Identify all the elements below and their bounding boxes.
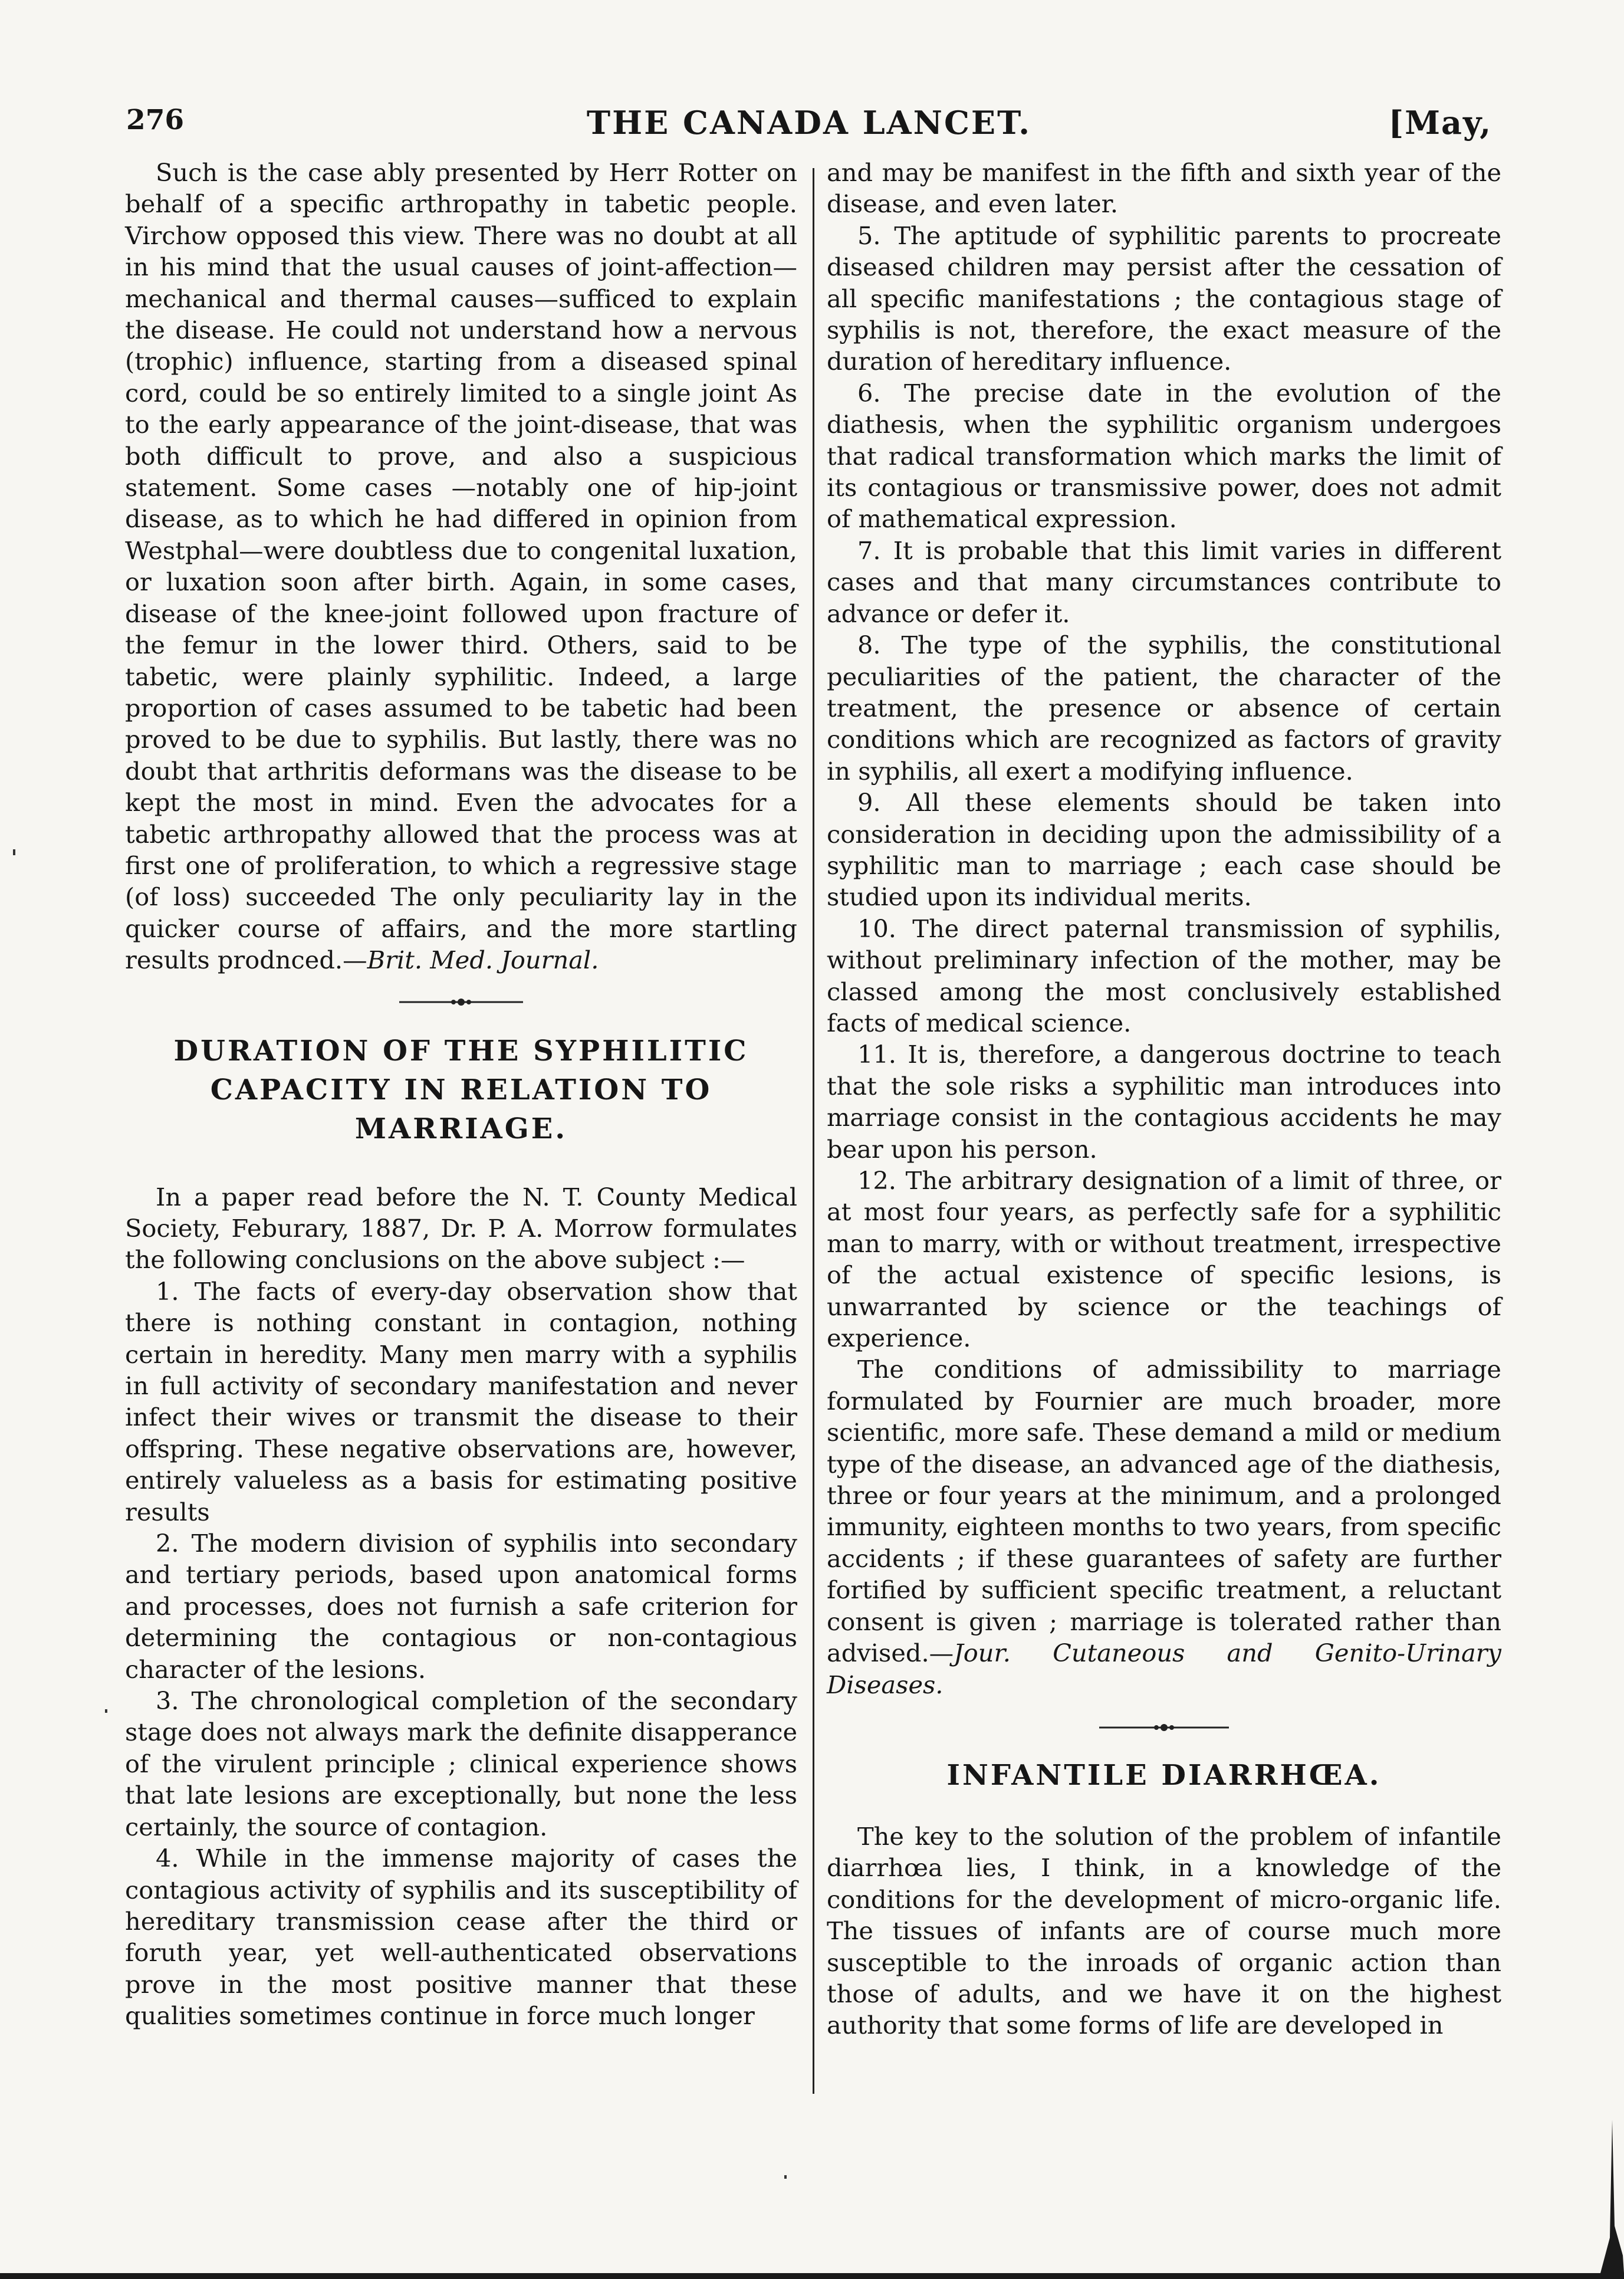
infantile-diarrhoea-paragraph: The key to the solution of the problem of infantile diarrhœa lies, I think, in a knowledge of the conditions for the development of micro-organic life. The tissues of infants are of course much more susceptible to the inroads of organic action than those of adults, and we have it on the highest authority that some forms of life are developed in	[827, 1821, 1501, 2040]
conclusion-7: 7. It is probable that this limit varies in different cases and that many circumstances contribute to advance or defer it.	[827, 536, 1501, 628]
intro-paragraph: In a paper read before the N. T. County Medical Society, Feburary, 1887, Dr. P. A. Morrow formulates the following conclusions on the above subject :—	[125, 1182, 797, 1275]
right-column	[827, 157, 1501, 2041]
running-header	[126, 104, 1492, 157]
left-column	[125, 157, 797, 2032]
conclusion-9: 9. All these elements should be taken into consideration in deciding upon the admissibility of a syphilitic man to marriage ; each case should be studied upon its individual merits.	[827, 788, 1501, 912]
fournier-paragraph-text: The conditions of admissibility to marriage formulated by Fournier are much broader, more scientific, more safe. These demand a mild or medium type of the disease, an advanced age of the diathesis, three or four years at the minimum, and a prolonged immunity, eighteen months to two years, from specific accidents ; if these guarantees of safety are further fortified by sufficient specific treatment, a reluctant consent is given ; marriage is tolerated rather than advised.—	[827, 1355, 1501, 1668]
conclusion-4-continued: and may be manifest in the fifth and sixth year of the disease, and even later.	[827, 158, 1501, 219]
conclusion-12: 12. The arbitrary designation of a limit of three, or at most four years, as perfectly safe for a syphilitic man to marry, with or without treatment, irrespective of the actual existence of specific lesions, is unwarranted by science or the teachings of experience.	[827, 1166, 1501, 1353]
fournier-paragraph	[827, 1354, 1501, 1700]
page-number: 276	[126, 104, 185, 136]
section-ornament	[827, 1723, 1501, 1732]
margin-mark	[105, 1709, 107, 1713]
column-divider	[813, 168, 814, 2094]
conclusion-3: 3. The chronological completion of the secondary stage does not always mark the definite disapperance of the virulent principle ; clinical experience shows that late lesions are exceptionally, but none the less certainly, the source of contagion.	[125, 1686, 797, 1841]
conclusion-6: 6. The precise date in the evolution of the diathesis, when the syphilitic organism undergoes that radical transformation which marks the limit of its contagious or transmissive power, does not admit of mathematical expression.	[827, 378, 1501, 534]
conclusion-10: 10. The direct paternal transmission of syphilis, without preliminary infection of the mother, may be classed among the most conclusively established facts of medical science.	[827, 914, 1501, 1037]
conclusion-5: 5. The aptitude of syphilitic parents to procreate diseased children may persist after the cessation of all specific manifestations ; the contagious stage of syphilis is not, therefore, the exact measure of the duration of hereditary influence.	[827, 221, 1501, 376]
section-ornament	[125, 997, 797, 1007]
conclusion-2: 2. The modern division of syphilis into secondary and tertiary periods, based upon anatomical forms and processes, does not furnish a safe criterion for determining the contagious or non-contagious character of the lesions.	[125, 1529, 797, 1684]
scan-edge-mark	[1589, 2120, 1624, 2273]
conclusion-4: 4. While in the immense majority of cases the contagious activity of syphilis and its susceptibility of hereditary transmission cease after the third or foruth year, yet well-authenticated observations prove in the most positive manner that these qualities sometimes continue in force much longer	[125, 1844, 797, 2031]
article-heading-syphilitic-capacity: DURATION OF THE SYPHILITIC CAPACITY IN RELATION TO MARRIAGE.	[173, 1034, 749, 1145]
scan-edge-shadow	[0, 2273, 1624, 2279]
margin-mark	[13, 849, 15, 855]
journal-title: THE CANADA LANCET.	[586, 104, 1032, 142]
fournier-source: Jour. Cutaneous and Genito-Urinary Diseases.	[827, 1638, 1501, 1699]
conclusion-11: 11. It is, therefore, a dangerous doctrine to teach that the sole risks a syphilitic man introduces into marriage consist in the contagious accidents he may bear upon his person.	[827, 1040, 1501, 1164]
article-heading-infantile-diarrhoea: INFANTILE DIARRHŒA.	[946, 1758, 1382, 1792]
margin-mark	[784, 2175, 787, 2179]
conclusion-8: 8. The type of the syphilis, the constitutional peculiarities of the patient, the character of the treatment, the presence or absence of certain conditions which are recognized as factors of gravity in syphilis, all exert a modifying influence.	[827, 630, 1501, 786]
rotter-paragraph	[125, 157, 797, 976]
issue-month: [May,	[1388, 104, 1492, 142]
rotter-paragraph-text: Such is the case ably presented by Herr Rotter on behalf of a specific arthropathy in tabetic people. Virchow opposed this view. There was no doubt at all in his mind that the usual causes of joint-affection—mechanical and thermal causes—sufficed to explain the disease. He could not understand how a nervous (trophic) influence, starting from a diseased spinal cord, could be so entirely limited to a single joint As to the early appearance of the joint-disease, that was both difficult to prove, and also a suspicious statement. Some cases —notably one of hip-joint disease, as to which he had differed in opinion from Westphal—were doubtless due to congenital luxation, or luxation soon after birth. Again, in some cases, disease of the knee-joint followed upon fracture of the femur in the lower third. Others, said to be tabetic, were plainly syphilitic. Indeed, a large proportion of cases assumed to be tabetic had been proved to be due to syphilis. But lastly, there was no doubt that arthritis deformans was the disease to be kept the most in mind. Even the advocates for a tabetic arthropathy allowed that the process was at first one of proliferation, to which a regressive stage (of loss) succeeded The only peculiarity lay in the quicker course of affairs, and the more startling results prodnced.—	[125, 158, 797, 975]
conclusion-1: 1. The facts of every-day observation show that there is nothing constant in contagion, nothing certain in heredity. Many men marry with a syphilis in full activity of secondary manifestation and never infect their wives or transmit the disease to their offspring. These negative observations are, however, entirely valueless as a basis for estimating positive results	[125, 1276, 797, 1526]
rotter-source: Brit. Med. Journal.	[367, 945, 599, 975]
